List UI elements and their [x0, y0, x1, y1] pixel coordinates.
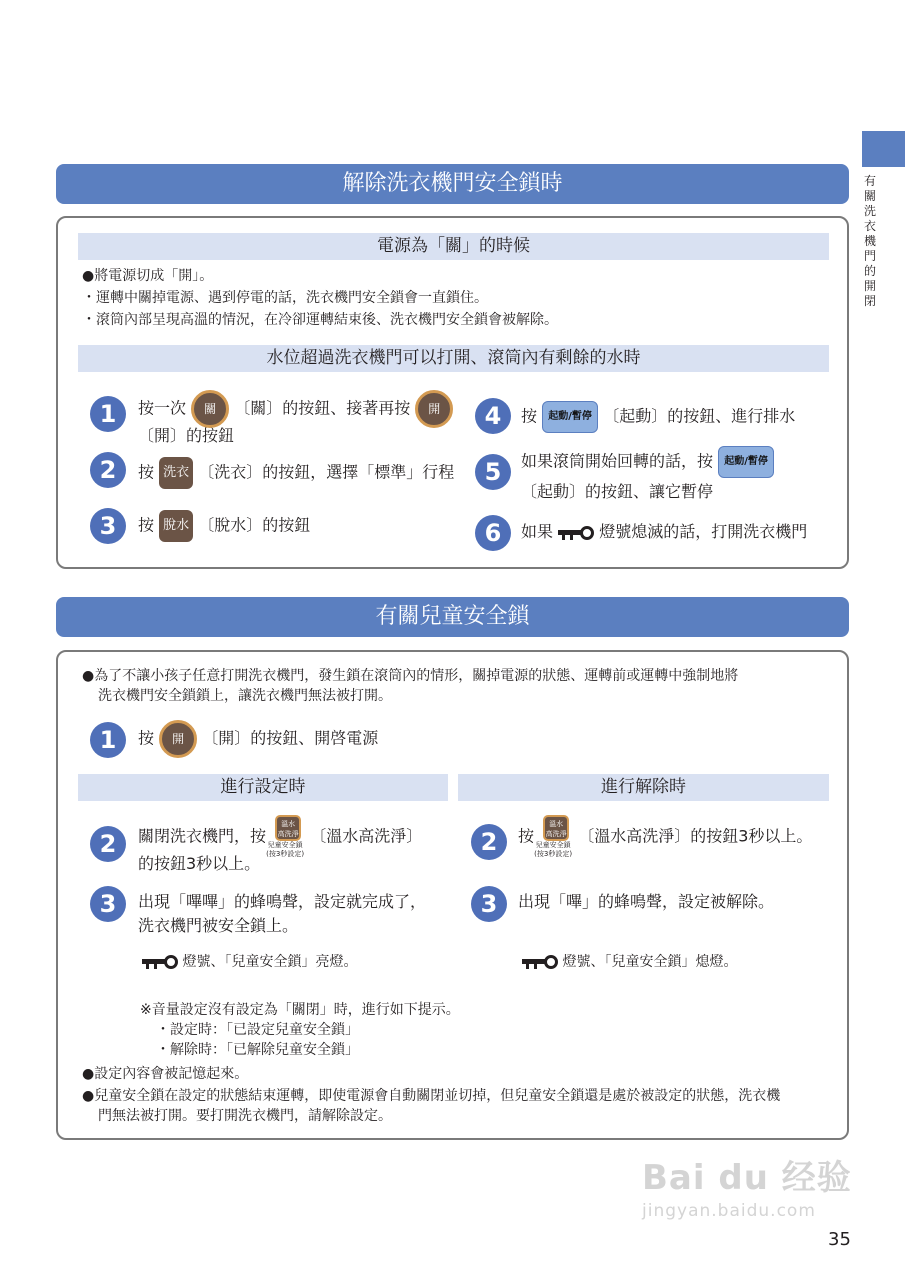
lock-key-icon	[522, 955, 558, 969]
wash-button-icon: 洗衣	[159, 457, 193, 489]
lock-key-icon	[558, 526, 594, 540]
watermark-url: jingyan.baidu.com	[642, 1201, 816, 1221]
on-button-icon: 開	[415, 390, 453, 428]
step-number: 2	[90, 452, 126, 488]
step-number: 6	[475, 515, 511, 551]
step-2-text: 按 洗衣 〔洗衣〕的按鈕，選擇「標準」行程	[138, 457, 454, 489]
step-number: 5	[475, 454, 511, 490]
step-6-text: 如果 燈號熄滅的話，打開洗衣機門	[521, 522, 808, 541]
release-step-3-text: 出現「嗶」的蜂鳴聲，設定被解除。	[518, 892, 775, 911]
start-pause-button-icon: 起動/暫停	[542, 401, 598, 433]
chapter-tab	[862, 131, 905, 167]
step-5-text-cont: 〔起動〕的按鈕、讓它暫停	[521, 482, 714, 501]
lock-key-icon	[142, 955, 178, 969]
step-number: 2	[90, 826, 126, 862]
memory-note: ●設定內容會被記憶起來。	[82, 1066, 249, 1082]
power-off-note: ・運轉中關掉電源、遇到停電的話，洗衣機門安全鎖會一直鎖住。	[82, 290, 488, 306]
unlock-panel	[56, 216, 849, 569]
warm-wash-button-icon: 溫水 高洗淨 兒童安全鎖 (按3秒設定)	[271, 815, 305, 859]
off-button-icon: 關	[191, 390, 229, 428]
on-button-icon: 開	[159, 720, 197, 758]
volume-note-set: ・設定時：「已設定兒童安全鎖」	[156, 1022, 359, 1038]
step-number: 3	[90, 508, 126, 544]
start-pause-button-icon: 起動/暫停	[718, 446, 774, 478]
release-lamp-note: 燈號、「兒童安全鎖」熄燈。	[522, 952, 737, 972]
auto-off-note-cont: 門無法被打開。要打開洗衣機門，請解除設定。	[98, 1108, 392, 1124]
child-lock-panel	[56, 650, 849, 1140]
step-number: 2	[471, 824, 507, 860]
set-step-2-text: 關閉洗衣機門，按 溫水 高洗淨 兒童安全鎖 (按3秒設定) 〔溫水高洗淨〕	[138, 815, 422, 859]
watermark-logo-text: Bai du 经验	[642, 1158, 852, 1198]
child-step-1-text: 按 開 〔開〕的按鈕、開啓電源	[138, 720, 378, 758]
release-step-2-text: 按 溫水 高洗淨 兒童安全鎖 (按3秒設定) 〔溫水高洗淨〕的按鈕3秒以上。	[518, 815, 812, 859]
volume-note: ※音量設定沒有設定為「關閉」時，進行如下提示。	[140, 1002, 460, 1018]
step-number: 1	[90, 722, 126, 758]
step-number: 4	[475, 398, 511, 434]
volume-note-release: ・解除時：「已解除兒童安全鎖」	[156, 1042, 359, 1058]
auto-off-note: ●兒童安全鎖在設定的狀態結束運轉，即使電源會自動關閉並切掉，但兒童安全鎖還是處於被設定的狀態，洗衣機	[82, 1088, 781, 1104]
power-on-instruction: ●將電源切成「開」。	[82, 268, 214, 284]
section-title-unlock: 解除洗衣機門安全鎖時	[56, 164, 849, 204]
step-1-text-cont: 〔開〕的按鈕	[138, 426, 235, 445]
subheading-power-off: 電源為「關」的時候	[78, 233, 829, 260]
set-step-3-text: 出現「嗶嗶」的蜂鳴聲，設定就完成了，	[138, 892, 427, 911]
step-number: 3	[90, 886, 126, 922]
step-1-text: 按一次 關 〔關〕的按鈕、接著再按 開	[138, 390, 453, 428]
step-5-text: 如果滾筒開始回轉的話，按 起動/暫停	[521, 446, 774, 478]
spin-button-icon: 脫水	[159, 510, 193, 542]
subheading-water-level: 水位超過洗衣機門可以打開、滾筒內有剩餘的水時	[78, 345, 829, 372]
intro-text: ●為了不讓小孩子任意打開洗衣機門，發生鎖在滾筒內的情形，關掉電源的狀態、運轉前或運轉中強制地將	[82, 668, 739, 684]
subheading-set: 進行設定時	[78, 774, 448, 801]
subheading-release: 進行解除時	[458, 774, 829, 801]
section-title-child-lock: 有關兒童安全鎖	[56, 597, 849, 637]
high-temp-note: ・滾筒內部呈現高溫的情況，在冷卻運轉結束後、洗衣機門安全鎖會被解除。	[82, 312, 558, 328]
step-3-text: 按 脫水 〔脫水〕的按鈕	[138, 510, 310, 542]
intro-text-cont: 洗衣機門安全鎖鎖上，讓洗衣機門無法被打開。	[98, 688, 392, 704]
watermark	[642, 1150, 862, 1221]
step-4-text: 按 起動/暫停 〔起動〕的按鈕、進行排水	[521, 401, 795, 433]
warm-wash-button-icon: 溫水 高洗淨 兒童安全鎖 (按3秒設定)	[539, 815, 573, 859]
set-lamp-note: 燈號、「兒童安全鎖」亮燈。	[142, 952, 357, 972]
step-number: 1	[90, 396, 126, 432]
chapter-tab-label: 有關洗衣機門的開閉	[864, 174, 877, 308]
set-step-2-text-cont: 的按鈕3秒以上。	[138, 854, 261, 873]
set-step-3-text-cont: 洗衣機門被安全鎖上。	[138, 916, 299, 935]
page-number: 35	[828, 1229, 851, 1250]
step-number: 3	[471, 886, 507, 922]
